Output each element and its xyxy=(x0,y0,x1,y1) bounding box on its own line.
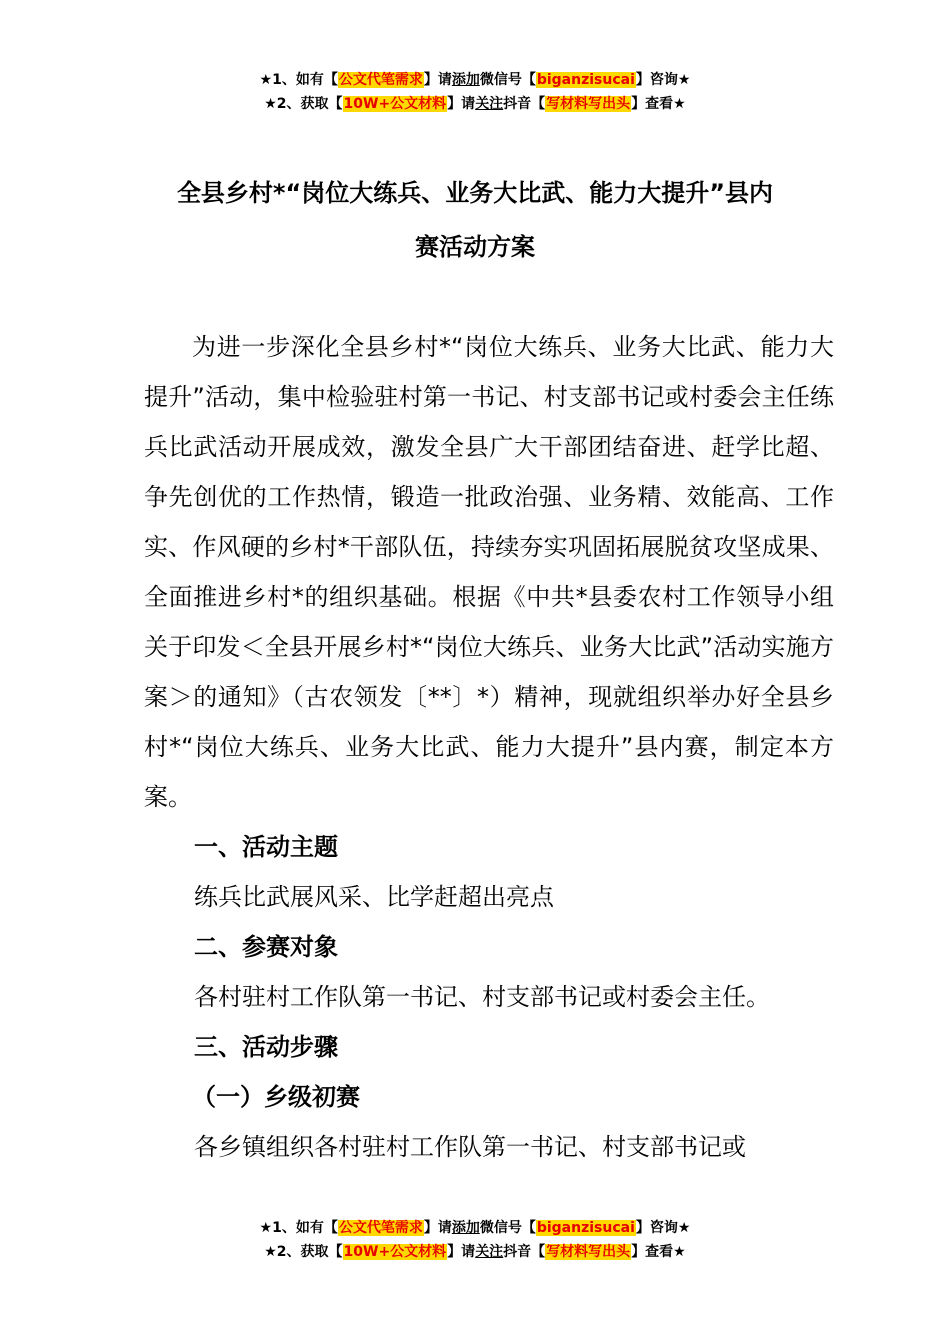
banner-text: 】请 xyxy=(447,96,476,112)
banner-text: 微信号【 xyxy=(479,72,536,88)
banner-highlight: 10W+公文材料 xyxy=(343,96,447,112)
banner-line-2 xyxy=(0,1240,950,1264)
section-heading-theme: 一、活动主题 xyxy=(194,833,338,861)
banner-text: ★2、获取【 xyxy=(264,1244,343,1260)
document-body xyxy=(144,322,834,1172)
banner-text: 】查看★ xyxy=(631,96,686,112)
subsection-heading-preliminary: （一）乡级初赛 xyxy=(192,1083,360,1111)
banner-line-1 xyxy=(0,68,950,92)
banner-highlight: biganzisucai xyxy=(536,72,635,88)
section-text-theme: 练兵比武展风采、比学赶超出亮点 xyxy=(194,883,554,911)
section-heading-steps: 三、活动步骤 xyxy=(194,1033,338,1061)
banner-text: 】咨询★ xyxy=(635,72,691,88)
banner-line-1 xyxy=(0,1216,950,1240)
banner-highlight: biganzisucai xyxy=(536,1220,635,1236)
banner-underlined: 添加 xyxy=(451,72,480,88)
banner-text: 抖音【 xyxy=(503,96,546,112)
banner-text: 】咨询★ xyxy=(635,1220,691,1236)
banner-underlined: 关注 xyxy=(475,96,504,112)
title-line-2: 赛活动方案 xyxy=(415,233,535,261)
banner-underlined: 关注 xyxy=(475,1244,504,1260)
banner-underlined: 添加 xyxy=(451,1220,480,1236)
banner-text: ★2、获取【 xyxy=(264,96,343,112)
document-title xyxy=(110,166,840,274)
banner-text: ★1、如有【 xyxy=(259,72,338,88)
banner-highlight: 10W+公文材料 xyxy=(343,1244,447,1260)
intro-paragraph: 为进一步深化全县乡村*“岗位大练兵、业务大比武、能力大提升”活动，集中检验驻村第一书记、村支部书记或村委会主任练兵比武活动开展成效，激发全县广大干部团结奋进、赶学比超、争先创优的工作热情，锻造一批政治强、业务精、效能高、工作实、作风硬的乡村*干部队伍，持续夯实巩固拓展脱贫攻坚成果、全面推进乡村*的组织基础。根据《中共*县委农村工作领导小组关于印发＜全县开展乡村*“岗位大练兵、业务大比武”活动实施方案＞的通知》（古农领发〔**〕*）精神，现就组织举办好全县乡村*“岗位大练兵、业务大比武、能力大提升”县内赛，制定本方案。 xyxy=(144,333,834,811)
banner-text: 】查看★ xyxy=(631,1244,686,1260)
title-line-1: 全县乡村*“岗位大练兵、业务大比武、能力大提升”县内 xyxy=(176,179,774,207)
banner-highlight: 公文代笔需求 xyxy=(338,72,423,88)
banner-highlight: 写材料写出头 xyxy=(546,96,631,112)
top-banner xyxy=(0,68,950,116)
banner-text: 微信号【 xyxy=(479,1220,536,1236)
banner-highlight: 写材料写出头 xyxy=(546,1244,631,1260)
section-heading-participants: 二、参赛对象 xyxy=(194,933,338,961)
banner-text: 抖音【 xyxy=(503,1244,546,1260)
banner-text: 】请 xyxy=(423,1220,452,1236)
banner-text: ★1、如有【 xyxy=(259,1220,338,1236)
banner-text: 】请 xyxy=(447,1244,476,1260)
banner-line-2 xyxy=(0,92,950,116)
banner-text: 】请 xyxy=(423,72,452,88)
bottom-banner xyxy=(0,1216,950,1264)
banner-highlight: 公文代笔需求 xyxy=(338,1220,423,1236)
subsection-text-preliminary: 各乡镇组织各村驻村工作队第一书记、村支部书记或 xyxy=(194,1133,746,1161)
section-text-participants: 各村驻村工作队第一书记、村支部书记或村委会主任。 xyxy=(194,983,770,1011)
